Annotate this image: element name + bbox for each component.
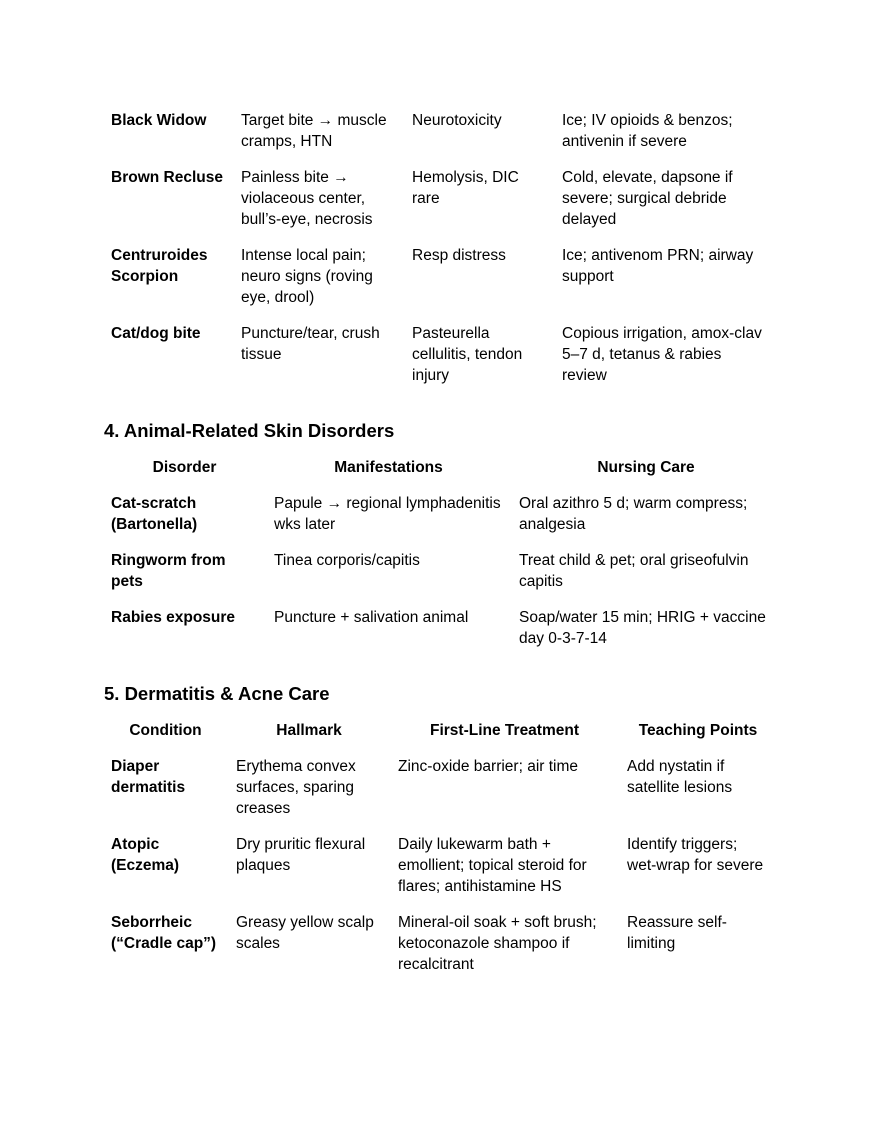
table-cell: Mineral-oil soak + soft brush; ketoconazole shampoo if recalcitrant (398, 914, 597, 973)
table-cell: Identify triggers; wet-wrap for severe (627, 836, 764, 874)
column-header: Manifestations (334, 459, 443, 476)
table-row (103, 550, 781, 607)
table-cell: Black Widow (111, 112, 207, 129)
table-cell: Tinea corporis/capitis (274, 552, 420, 569)
table-cell: Oral azithro 5 d; warm compress; analgesia (519, 495, 748, 533)
table-cell: Soap/water 15 min; HRIG + vaccine day 0-3-7-14 (519, 609, 766, 647)
table-cell: Copious irrigation, amox-clav 5–7 d, tetanus & rabies review (562, 325, 762, 384)
table-cell: Atopic (Eczema) (111, 836, 180, 874)
table-row (103, 323, 774, 401)
table-cell: Ringworm from pets (111, 552, 226, 590)
table-row (103, 167, 774, 245)
table-cell: Puncture/tear, crush tissue (241, 325, 380, 363)
table-cell: Daily lukewarm bath + emollient; topical steroid for flares; antihistamine HS (398, 836, 587, 895)
table-cell: Treat child & pet; oral griseofulvin capitis (519, 552, 749, 590)
table-cell: Brown Recluse (111, 169, 223, 186)
table-row (103, 607, 781, 664)
table-cell: Seborrheic (“Cradle cap”) (111, 914, 217, 952)
table-cell: Target bite → muscle cramps, HTN (241, 112, 387, 150)
table-row (103, 912, 777, 990)
column-header: Disorder (152, 459, 217, 476)
column-header: Teaching Points (638, 722, 758, 739)
bites-table (103, 110, 774, 401)
table-row (103, 834, 777, 912)
table-cell: Erythema convex surfaces, sparing creases (236, 758, 356, 817)
table-cell: Rabies exposure (111, 609, 236, 626)
table-cell: Puncture + salivation animal (274, 609, 469, 626)
table-cell: Painless bite → violaceous center, bull’s-eye, necrosis (241, 169, 373, 228)
table-cell: Cat/dog bite (111, 325, 201, 342)
dermatitis-table (103, 720, 777, 990)
table-cell: Hemolysis, DIC rare (412, 169, 519, 207)
animal-skin-table (103, 457, 781, 664)
section-4-heading: 4. Animal-Related Skin Disorders (104, 420, 395, 441)
table-row (103, 110, 774, 167)
table-cell: Diaper dermatitis (111, 758, 186, 796)
table-cell: Ice; IV opioids & benzos; antivenin if severe (562, 112, 733, 150)
table-cell: Zinc-oxide barrier; air time (398, 758, 579, 775)
table-cell: Cat-scratch (Bartonella) (111, 495, 198, 533)
table-row (103, 493, 781, 550)
table-cell: Dry pruritic flexural plaques (236, 836, 366, 874)
table-cell: Reassure self-limiting (627, 914, 727, 952)
section-5-heading: 5. Dermatitis & Acne Care (104, 683, 330, 704)
table-cell: Pasteurella cellulitis, tendon injury (412, 325, 523, 384)
column-header: First-Line Treatment (430, 722, 579, 739)
table-header-row (103, 457, 781, 493)
table-cell: Cold, elevate, dapsone if severe; surgical debride delayed (562, 169, 733, 228)
table-row (103, 756, 777, 834)
column-header: Hallmark (276, 722, 342, 739)
column-header: Condition (129, 722, 202, 739)
column-header: Nursing Care (597, 459, 695, 476)
table-cell: Intense local pain; neuro signs (roving eye, drool) (241, 247, 373, 306)
table-cell: Centruroides Scorpion (111, 247, 208, 285)
table-cell: Resp distress (412, 247, 506, 264)
table-cell: Ice; antivenom PRN; airway support (562, 247, 754, 285)
table-cell: Neurotoxicity (412, 112, 502, 129)
table-cell: Greasy yellow scalp scales (236, 914, 374, 952)
table-cell: Add nystatin if satellite lesions (627, 758, 733, 796)
table-row (103, 245, 774, 323)
table-cell: Papule → regional lymphadenitis wks later (274, 495, 501, 533)
table-header-row (103, 720, 777, 756)
